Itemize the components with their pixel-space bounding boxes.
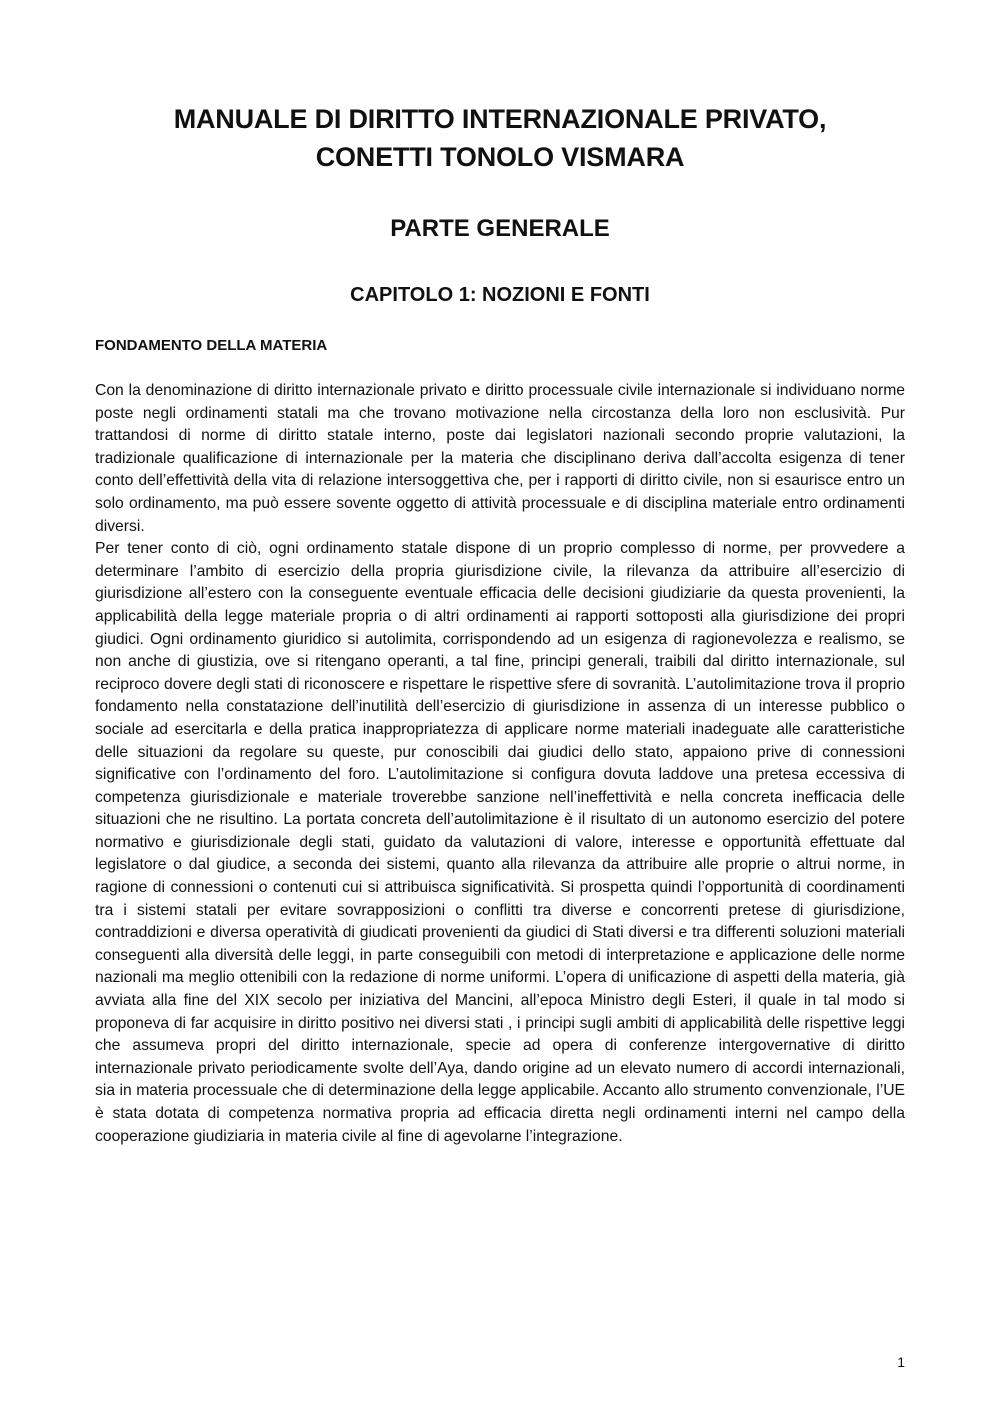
document-title <box>95 100 905 176</box>
body-text <box>95 380 905 1148</box>
chapter-title: CAPITOLO 1: NOZIONI E FONTI <box>350 284 650 306</box>
paragraph-1: Con la denominazione di diritto internazionale privato e diritto processuale civile internazionale si individuano norme poste negli ordinamenti statali ma che trovano motivazione nella circostanza della loro non esclusività. Pur trattandosi di norme di diritto statale interno, poste dai legislatori nazionali secondo proprie valutazioni, la tradizionale qualificazione di internazionale per la materia che disciplinano deriva dall’accolta esigenza di tener conto dell’effettività della vita di relazione intersoggettiva che, per i rapporti di diritto civile, non si esaurisce entro un solo ordinamento, ma può essere sovente oggetto di attività processuale e di disciplina materiale entro ordinamenti diversi. <box>95 382 905 535</box>
section-heading: FONDAMENTO DELLA MATERIA <box>95 337 328 354</box>
title-line-1: MANUALE DI DIRITTO INTERNAZIONALE PRIVATO, <box>173 104 827 134</box>
title-line-2: CONETTI TONOLO VISMARA <box>315 142 685 172</box>
page-number: 1 <box>897 1354 905 1370</box>
paragraph-2: Per tener conto di ciò, ogni ordinamento statale dispone di un proprio complesso di norme, per provvedere a determinare l’ambito di esercizio della propria giurisdizione civile, la rilevanza da attribuire all’esercizio di giurisdizione all’estero con la conseguente eventuale efficacia delle decisioni giudiziarie da questa provenienti, la applicabilità della legge materiale propria o di altri ordinamenti ai rapporti sottoposti alla giurisdizione dei propri giudici. Ogni ordinamento giuridico si autolimita, corrispondendo ad un esigenza di ragionevolezza e realismo, se non anche di giustizia, ove si ritengano operanti, a tal fine, principi generali, traibili dal diritto internazionale, sul reciproco dovere degli stati di riconoscere e rispettare le rispettive sfere di sovranità. L’autolimitazione trova il proprio fondamento nella constatazione dell’inutilità dell’esercizio di giurisdizione in assenza di un interesse pubblico o sociale ad esercitarla e della pratica inappropriatezza di applicare norme materiali inadeguate alle caratteristiche delle situazioni da regolare su queste, pur conoscibili dai giudici dello stato, appaiono prive di connessioni significative con l’ordinamento del foro. L’autolimitazione si configura dovuta laddove una pretesa eccessiva di competenza giurisdizionale e materiale troverebbe sanzione nell’ineffettività e nella concreta inefficacia delle situazioni che ne risultino. La portata concreta dell’autolimitazione è il risultato di un autonomo esercizio del potere normativo e giurisdizionale degli stati, guidato da valutazioni di valore, interesse e opportunità effettuate dal legislatore o dal giudice, a seconda dei sistemi, quanto alla rilevanza da attribuire alle proprie o altrui norme, in ragione di connessioni o contenuti cui si attribuisca significatività. Si prospetta quindi l’opportunità di coordinamenti tra i sistemi statali per evitare sovrapposizioni o conflitti tra diverse e concorrenti pretese di giurisdizione, contraddizioni e diversa operatività di giudicati provenienti da giudici di Stati diversi e tra differenti soluzioni materiali conseguenti alla diversità delle leggi, in parte conseguibili con metodi di interpretazione e applicazione delle norme nazionali ma meglio ottenibili con la redazione di norme uniformi. L’opera di unificazione di aspetti della materia, già avviata alla fine del XIX secolo per iniziativa del Mancini, all’epoca Ministro degli Esteri, il quale in tal modo si proponeva di far acquisire in diritto positivo nei diversi stati , i principi sugli ambiti di applicabilità delle rispettive leggi che assumeva propri del diritto internazionale, specie ad opera di conferenze intergovernative di diritto internazionale privato periodicamente svolte dell’Aya, dando origine ad un elevato numero di accordi internazionali, sia in materia processuale che di determinazione della legge applicabile. Accanto allo strumento convenzionale, l’UE è stata dotata di competenza normativa propria ad efficacia diretta negli ordinamenti interni nel campo della cooperazione giudiziaria in materia civile al fine di agevolarne l’integrazione. <box>95 540 905 1145</box>
part-title: PARTE GENERALE <box>390 215 610 242</box>
